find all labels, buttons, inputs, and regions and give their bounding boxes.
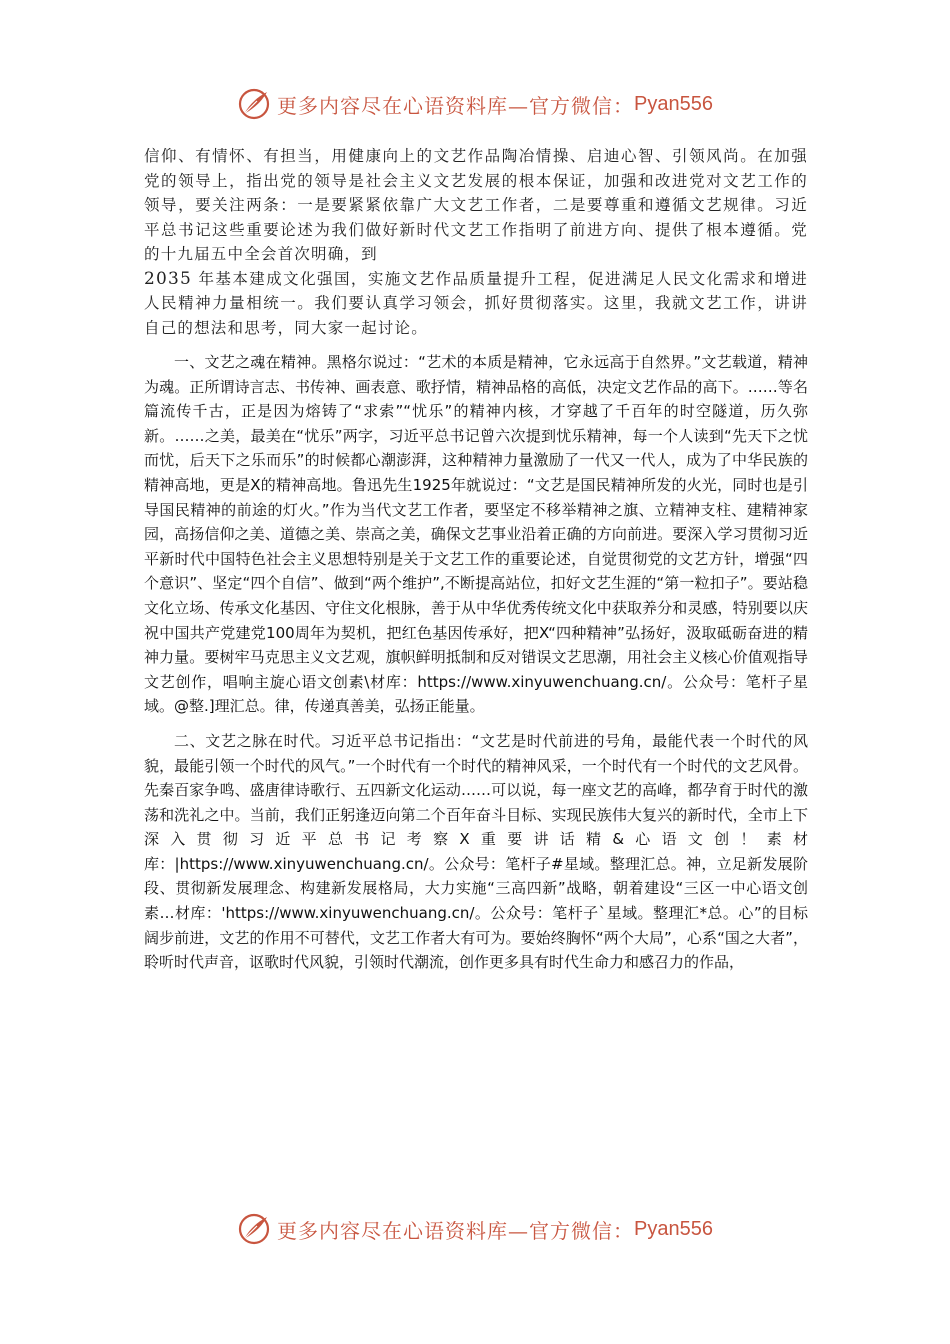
feather-circle-logo-icon (237, 87, 271, 121)
watermark-brand: Pyan556 (634, 92, 713, 115)
intro-text-a: 信仰、有情怀、有担当，用健康向上的文艺作品陶冶情操、启迪心智、引领风尚。在加强党的领导上，指出党的领导是社会主义文艺发展的根本保证，加强和改进党对文艺工作的领导，要关注两条：一是要紧紧依靠广大文艺工作者，二是要尊重和遵循文艺规律。习近平总书记这些重要论述为我们做好新时代文艺工作指明了前进方向、提供了根本遵循。党的十九届五中全会首次明确，到 (144, 147, 808, 263)
document-body (144, 144, 808, 975)
intro-text-b: 年基本建成文化强国，实施文艺作品质量提升工程，促进满足人民文化需求和增进人民精神力量相统一。我们要认真学习领会，抓好贯彻落实。这里，我就文艺工作，讲讲自己的想法和思考，同大家一起讨论。 (144, 269, 808, 337)
feather-circle-logo-icon (237, 1212, 271, 1246)
watermark-header (0, 82, 950, 126)
intro-year: 2035 (144, 268, 193, 289)
watermark-text: 更多内容尽在心语资料库—官方微信： (277, 93, 635, 118)
watermark-text: 更多内容尽在心语资料库—官方微信： (277, 1218, 635, 1243)
watermark-footer (0, 1207, 950, 1251)
section-2-paragraph: 二、文艺之脉在时代。习近平总书记指出：“文艺是时代前进的号角，最能代表一个时代的风貌，最能引领一个时代的风气。”一个时代有一个时代的精神风采，一个时代有一个时代的文艺风骨。先秦百家争鸣、盛唐律诗歌行、五四新文化运动……可以说，每一座文艺的高峰，都孕育于时代的激荡和洗礼之中。当前，我们正躬逢迈向第二个百年奋斗目标、实现民族伟大复兴的新时代，全市上下深入贯彻习近平总书记考察X重要讲话精&心语文创！素材库：|https://www.xinyuwenchuang.cn/。公众号：笔杆子#星域。整理汇总。神，立足新发展阶段、贯彻新发展理念、构建新发展格局，大力实施“三高四新”战略，朝着建设“三区一中心语文创素…材库：'https://www.xinyuwenchuang.cn/。公众号：笔杆子`星域。整理汇*总。心”的目标阔步前进，文艺的作用不可替代，文艺工作者大有可为。要始终胸怀“两个大局”，心系“国之大者”，聆听时代声音，讴歌时代风貌，引领时代潮流，创作更多具有时代生命力和感召力的作品， (144, 731, 808, 972)
section-1-paragraph: 一、文艺之魂在精神。黑格尔说过：“艺术的本质是精神，它永远高于自然界。”文艺载道，精神为魂。正所谓诗言志、书传神、画表意、歌抒情，精神品格的高低，决定文艺作品的高下。……等名篇流传千古，正是因为熔铸了“求索”“忧乐”的精神内核，才穿越了千百年的时空隧道，历久弥新。……之美，最美在“忧乐”两字，习近平总书记曾六次提到忧乐精神，每一个人读到“先天下之忧而忧，后天下之乐而乐”的时候都心潮澎湃，这种精神力量激励了一代又一代人，成为了中华民族的精神高地，更是X的精神高地。鲁迅先生1925年就说过：“文艺是国民精神所发的火光，同时也是引导国民精神的前途的灯火。”作为当代文艺工作者，要坚定不移举精神之旗、立精神支柱、建精神家园，高扬信仰之美、道德之美、崇高之美，确保文艺事业沿着正确的方向前进。要深入学习贯彻习近平新时代中国特色社会主义思想特别是关于文艺工作的重要论述，自觉贯彻党的文艺方针，增强“四个意识”、坚定“四个自信”、做到“两个维护”,不断提高站位，扣好文艺生涯的“第一粒扣子”。要站稳文化立场、传承文化基因、守住文化根脉，善于从中华优秀传统文化中获取养分和灵感，特别要以庆祝中国共产党建党100周年为契机，把红色基因传承好，把X“四种精神”弘扬好，汲取砥砺奋进的精神力量。要树牢马克思主义文艺观，旗帜鲜明抵制和反对错误文艺思潮，用社会主义核心价值观指导文艺创作，唱响主旋心语文创素\材库：https://www.xinyuwenchuang.cn/。公众号：笔杆子星域。@整.]理汇总。律，传递真善美，弘扬正能量。 (144, 353, 808, 716)
intro-paragraph (144, 144, 808, 340)
watermark-brand: Pyan556 (634, 1217, 713, 1240)
